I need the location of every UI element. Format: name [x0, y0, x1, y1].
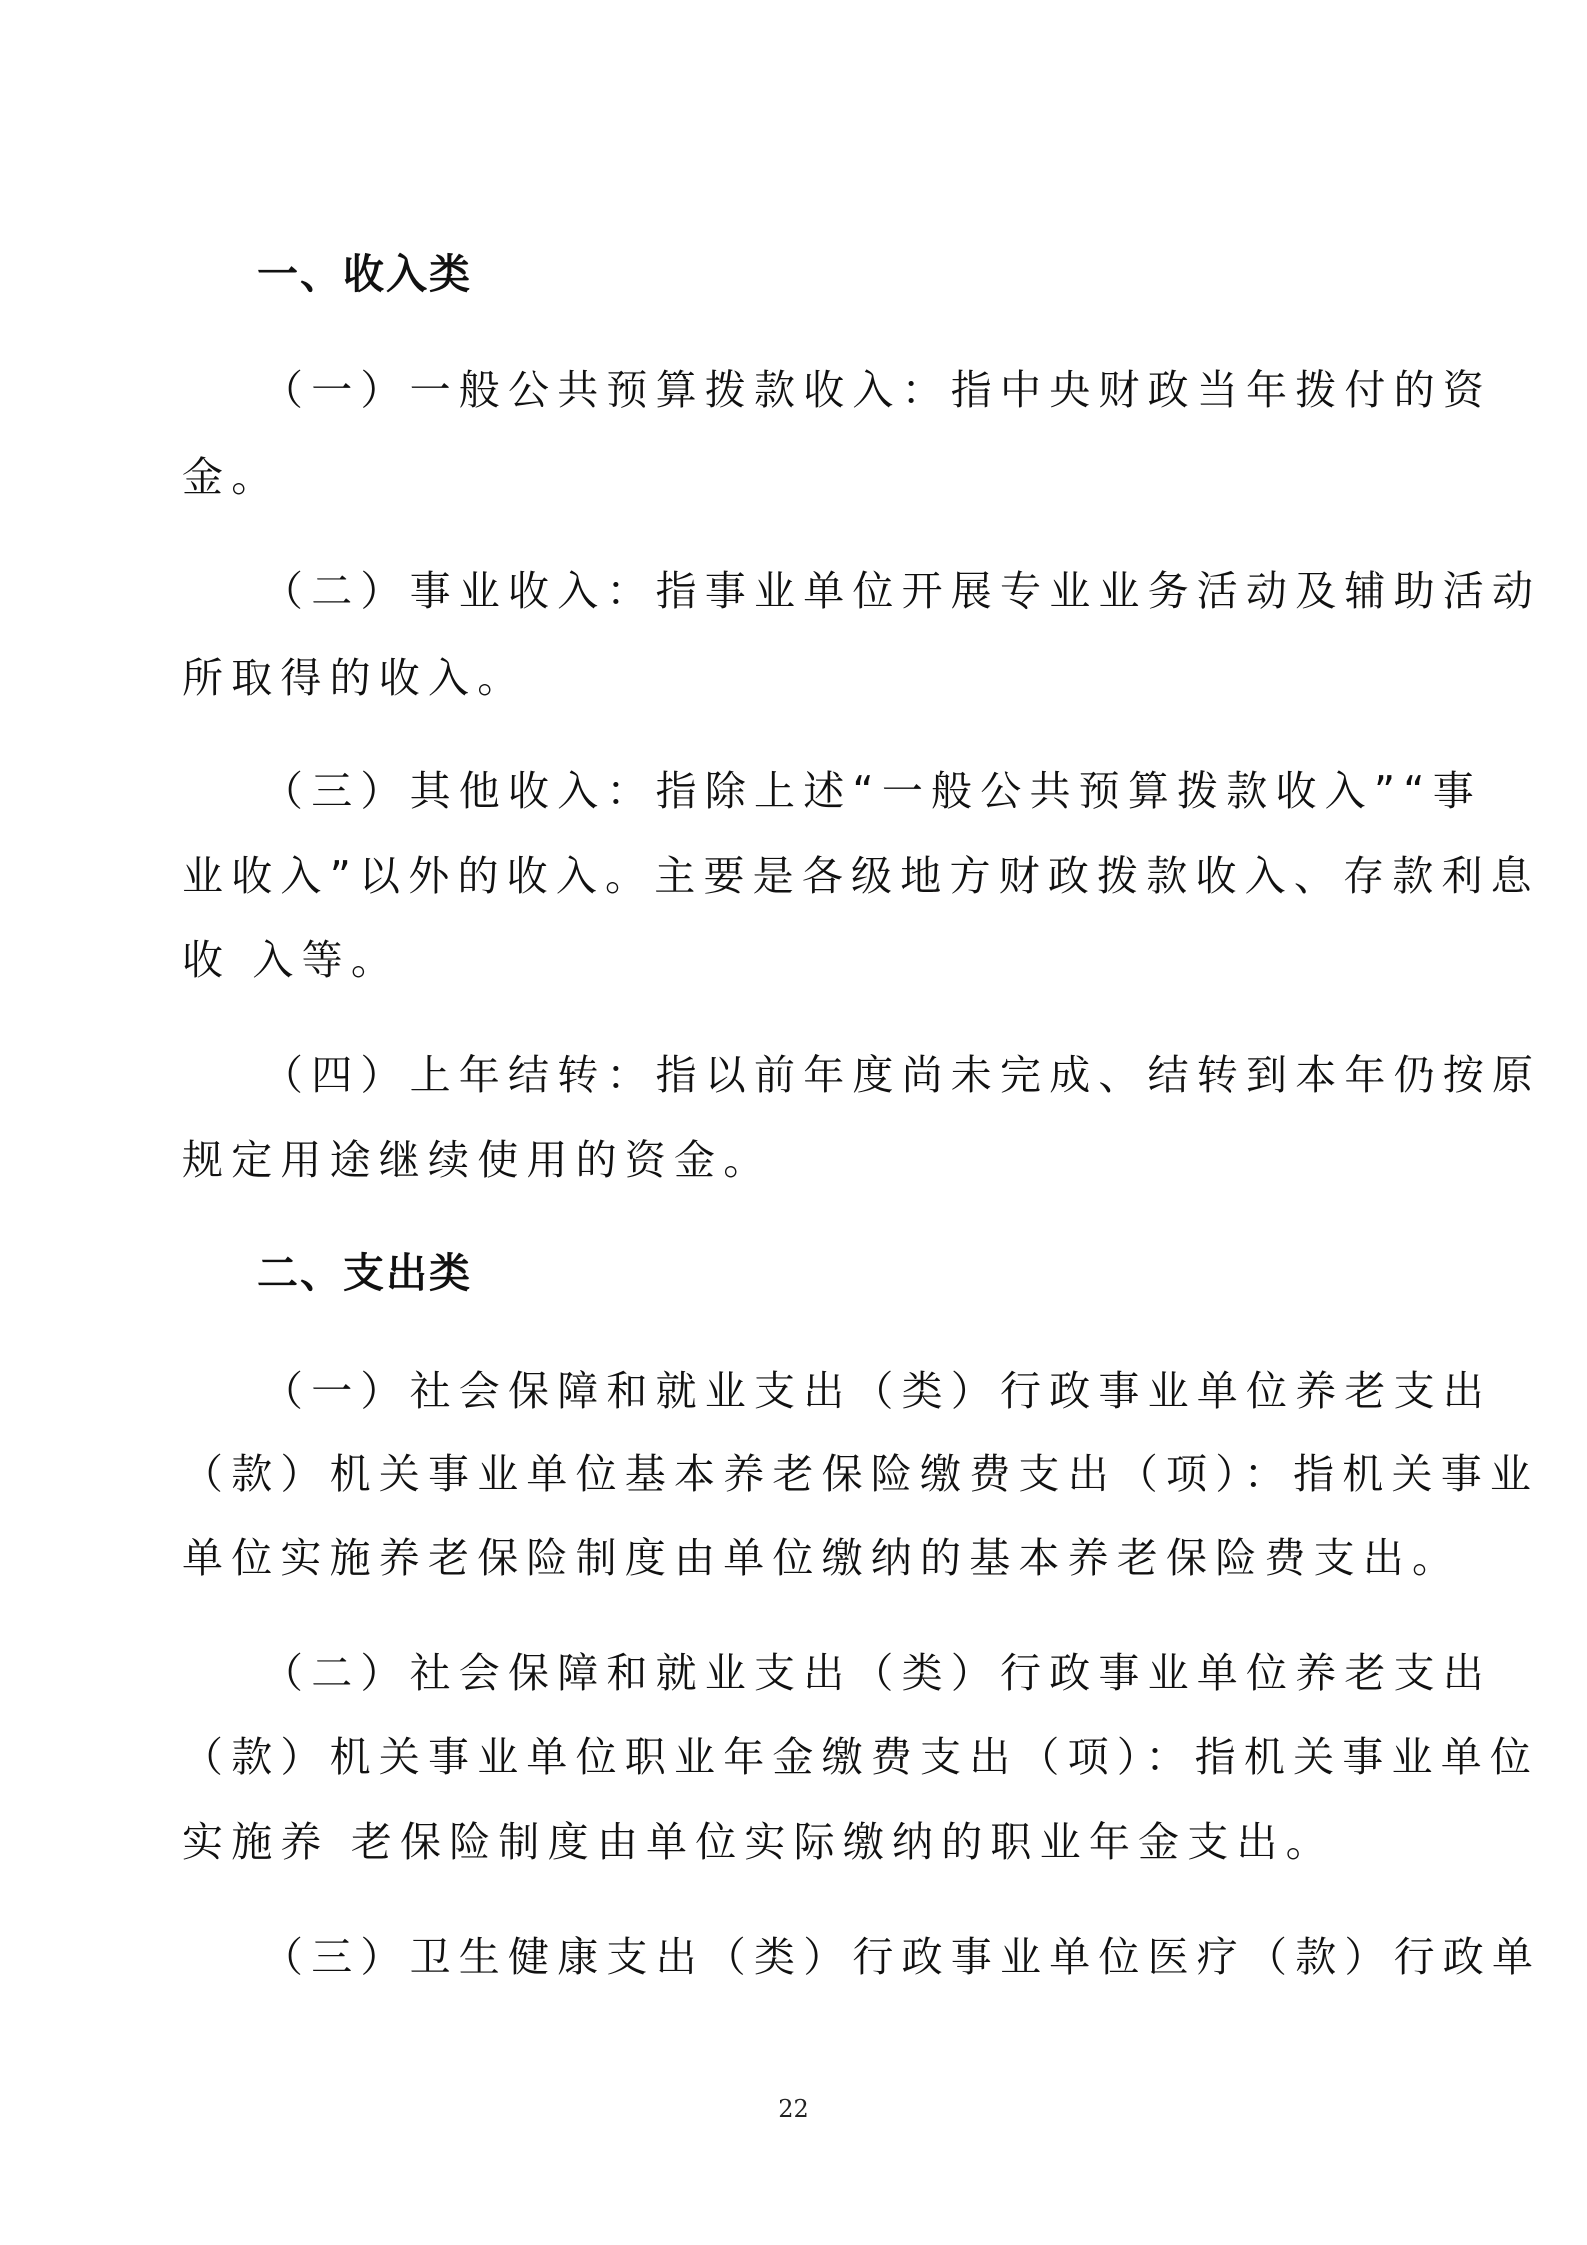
income-item-3-line-3: 收 入等。: [182, 936, 401, 984]
expenditure-item-1-line-2: （款）机关事业单位基本养老保险缴费支出（项）：指机关事业: [182, 1450, 1540, 1498]
expenditure-item-1-line-1: （一）社会保障和就业支出（类）行政事业单位养老支出: [262, 1367, 1492, 1415]
income-item-4-line-1: （四）上年结转：指以前年度尚未完成、结转到本年仍按原: [262, 1051, 1542, 1099]
expenditure-item-2-line-1: （二）社会保障和就业支出（类）行政事业单位养老支出: [262, 1649, 1492, 1697]
expenditure-item-2-line-3: 实施养 老保险制度由单位实际缴纳的职业年金支出。: [182, 1818, 1335, 1866]
expenditure-item-2-line-2: （款）机关事业单位职业年金缴费支出（项）：指机关事业单位: [182, 1733, 1540, 1781]
section-heading-income: 一、收入类: [257, 250, 472, 298]
income-item-3-line-1: （三）其他收入：指除上述“一般公共预算拨款收入”“事: [262, 767, 1482, 815]
expenditure-item-3-line-1: （三）卫生健康支出（类）行政事业单位医疗（款）行政单: [262, 1933, 1542, 1981]
section-heading-expenditure: 二、支出类: [257, 1249, 472, 1297]
income-item-2-line-2: 所取得的收入。: [182, 654, 527, 702]
income-item-4-line-2: 规定用途继续使用的资金。: [182, 1136, 773, 1184]
income-item-1-line-2: 金。: [182, 453, 281, 501]
page-number: 22: [778, 2095, 809, 2123]
income-item-3-line-2: 业收入”以外的收入。主要是各级地方财政拨款收入、存款利息: [182, 852, 1540, 900]
expenditure-item-1-line-3: 单位实施养老保险制度由单位缴纳的基本养老保险费支出。: [182, 1534, 1462, 1582]
income-item-1-line-1: （一）一般公共预算拨款收入：指中央财政当年拨付的资: [262, 366, 1492, 414]
income-item-2-line-1: （二）事业收入：指事业单位开展专业业务活动及辅助活动: [262, 567, 1542, 615]
